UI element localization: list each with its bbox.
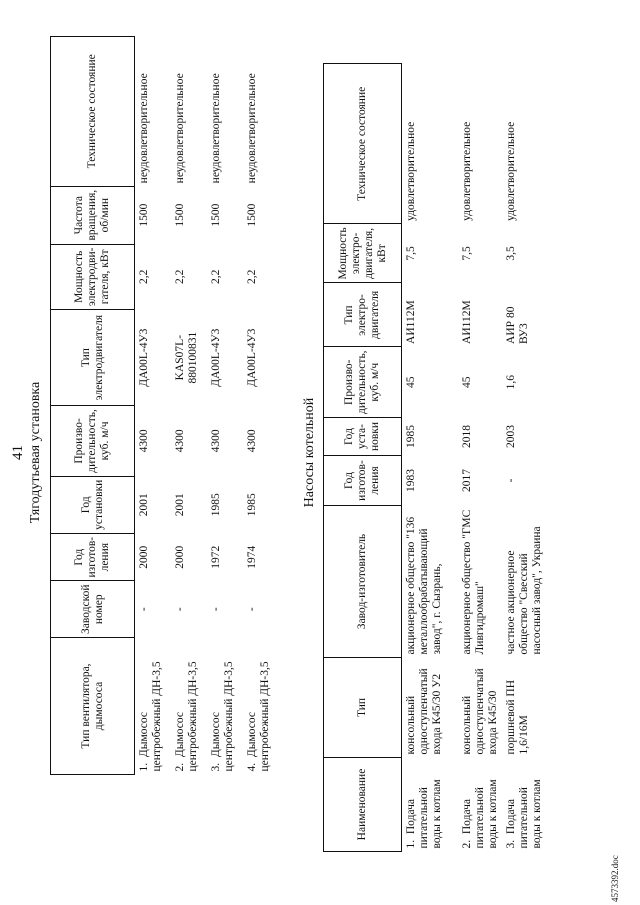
- t1-cell-capacity: 4300: [245, 429, 258, 453]
- t1-cell-power: 2,2: [209, 269, 222, 285]
- t2-cell-year-made: 1983: [405, 469, 417, 492]
- t1-header-year-made: Год изготов-ления: [51, 533, 135, 581]
- t1-cell-motor: ДА00L-4У3: [245, 328, 258, 387]
- table2-header-row: [324, 64, 402, 852]
- t2-header-motor: Тип электро-двигателя: [324, 283, 402, 347]
- row-number: 1.: [405, 839, 417, 849]
- t2-cell-name: [458, 758, 502, 852]
- t1-cell-type: [207, 638, 243, 775]
- table1-header-row: [51, 36, 135, 774]
- t2-cell-condition: удовлетворительное: [460, 121, 473, 221]
- table-row: [402, 64, 458, 852]
- t2-cell-power: 3,5: [504, 246, 517, 261]
- t2-header-name: Наименование: [324, 758, 402, 852]
- t2-cell-name: [402, 758, 458, 852]
- row-number: 2.: [173, 762, 186, 772]
- row-number: 4.: [245, 762, 258, 772]
- t1-cell-rpm: 1500: [209, 203, 222, 227]
- pump-name: Подача питательной воды к котлам: [504, 779, 543, 849]
- t1-header-condition: Техническое состояние: [51, 36, 135, 186]
- t2-cell-year-made: 2017: [460, 469, 473, 492]
- t1-cell-condition: неудовлетворительное: [209, 73, 222, 184]
- table-row: [243, 36, 279, 774]
- t1-cell-year-made: 2000: [138, 545, 150, 569]
- t1-cell-power: 2,2: [173, 269, 186, 285]
- table-row: [207, 36, 243, 774]
- t1-cell-year-made: 1974: [245, 545, 258, 569]
- table-row: [458, 64, 502, 852]
- t1-header-type: Тип вентилятора, дымососа: [51, 638, 135, 775]
- t2-header-year-made: Год изготов-ления: [324, 456, 402, 506]
- t1-cell-motor: ДА00L-4У3: [209, 328, 222, 387]
- pump-name: Подача питательной воды к котлам: [405, 779, 443, 849]
- t2-cell-year-installed: 2018: [460, 425, 473, 448]
- t1-cell-capacity: 4300: [209, 429, 222, 453]
- t1-cell-rpm: 1500: [245, 203, 258, 227]
- row-number: 2.: [460, 839, 473, 849]
- t2-header-power: Мощность электро-двигателя, кВт: [324, 224, 402, 283]
- t1-cell-year-installed: 2001: [173, 493, 186, 517]
- t1-header-motor: Тип электродвигателя: [51, 310, 135, 406]
- t1-cell-rpm: 1500: [138, 203, 150, 227]
- t2-cell-motor: АИР 80 ВУ3: [504, 306, 530, 344]
- t1-cell-motor: KAS07L-880100831: [173, 331, 199, 384]
- t2-cell-type: консольный одноступенчатый входа К45/30: [460, 668, 499, 755]
- t2-cell-motor: АИ112М: [460, 300, 473, 344]
- t1-cell-condition: неудовлетворительное: [138, 73, 150, 184]
- t1-cell-power: 2,2: [245, 269, 258, 285]
- t1-cell-year-made: 1972: [209, 545, 222, 569]
- row-number: 3.: [504, 839, 517, 849]
- t2-cell-year-installed: 1985: [405, 425, 417, 448]
- t2-cell-maker: акционерное общество "136 металлообрабатывающий завод", г. Сызрань,: [405, 516, 443, 655]
- fan-type: Дымосос центробежный ДН-3,5: [173, 661, 199, 772]
- page-number: 41: [10, 445, 26, 460]
- t2-cell-name: [502, 758, 548, 852]
- t1-cell-year-installed: 2001: [138, 493, 150, 517]
- t2-cell-condition: удовлетворительное: [504, 121, 517, 221]
- draft-installation-table: [50, 36, 279, 775]
- table-row: [171, 36, 207, 774]
- t1-cell-type: [135, 638, 171, 775]
- t1-header-capacity: Произво-дительность, куб. м/ч: [51, 406, 135, 477]
- t2-header-year-installed: Год уста-новки: [324, 418, 402, 456]
- pump-name: Подача питательной воды к котлам: [460, 779, 499, 849]
- t2-header-maker: Завод-изготовитель: [324, 506, 402, 658]
- t1-cell-serial: -: [209, 607, 222, 612]
- t1-cell-year-installed: 1985: [245, 493, 258, 517]
- table-row: [135, 36, 171, 774]
- t2-header-condition: Техническое состояние: [324, 64, 402, 224]
- t2-cell-year-installed: 2003: [504, 425, 517, 448]
- t1-header-rpm: Частота вращения, об/мин: [51, 186, 135, 244]
- t2-cell-condition: удовлетворительное: [405, 121, 417, 221]
- table-row: [502, 64, 548, 852]
- fan-type: Дымосос центробежный ДН-3,5: [209, 661, 235, 772]
- t1-cell-type: [171, 638, 207, 775]
- t1-cell-serial: -: [245, 607, 258, 612]
- t2-cell-motor: АИ112М: [405, 300, 417, 344]
- t1-cell-serial: -: [138, 607, 150, 612]
- t1-cell-rpm: 1500: [173, 203, 186, 227]
- t2-cell-type: консольный одноступенчатый входа К45/30 У2: [405, 668, 443, 755]
- t1-cell-condition: неудовлетворительное: [245, 73, 258, 184]
- t2-cell-capacity: 45: [460, 376, 473, 388]
- t2-cell-maker: акционерное общество "ГМС Ливгидромаш": [460, 509, 486, 655]
- section-title-draft-installation: Тягодутьевая установка: [28, 381, 43, 524]
- fan-type: Дымосос центробежный ДН-3,5: [245, 661, 271, 772]
- t2-header-capacity: Произво-дительность, куб. м/ч: [324, 347, 402, 418]
- t1-cell-type: [243, 638, 279, 775]
- t2-cell-capacity: 1,6: [504, 375, 517, 390]
- row-number: 3.: [209, 762, 222, 772]
- t2-cell-year-made: -: [504, 478, 517, 483]
- t2-cell-power: 7,5: [460, 246, 473, 261]
- t1-cell-capacity: 4300: [138, 429, 150, 453]
- t1-header-year-installed: Год установки: [51, 476, 135, 533]
- row-number: 1.: [138, 762, 150, 772]
- t1-cell-capacity: 4300: [173, 429, 186, 453]
- t1-cell-year-installed: 1985: [209, 493, 222, 517]
- t1-header-power: Мощность электродви-гателя, кВт: [51, 244, 135, 310]
- t2-cell-maker: частное акционерное общество "Свесский насосный завод", Украина: [504, 526, 543, 655]
- t2-cell-power: 7,5: [405, 246, 417, 261]
- t1-cell-motor: ДА00L-4У3: [138, 328, 150, 387]
- t1-cell-power: 2,2: [138, 269, 150, 285]
- t2-cell-capacity: 45: [405, 376, 417, 388]
- boiler-pumps-table: [323, 63, 548, 852]
- t1-cell-year-made: 2000: [173, 545, 186, 569]
- document-file-reference: 4573392.doc: [610, 855, 620, 902]
- section-title-boiler-pumps: Насосы котельной: [302, 397, 317, 508]
- t1-cell-serial: -: [173, 607, 186, 612]
- t1-header-serial: Заводской номер: [51, 581, 135, 638]
- t2-cell-type: поршневой ПН 1,6/16М: [504, 679, 530, 755]
- t1-cell-condition: неудовлетворительное: [173, 73, 186, 184]
- fan-type: Дымосос центробежный ДН-3,5: [138, 661, 163, 772]
- t2-header-type: Тип: [324, 658, 402, 758]
